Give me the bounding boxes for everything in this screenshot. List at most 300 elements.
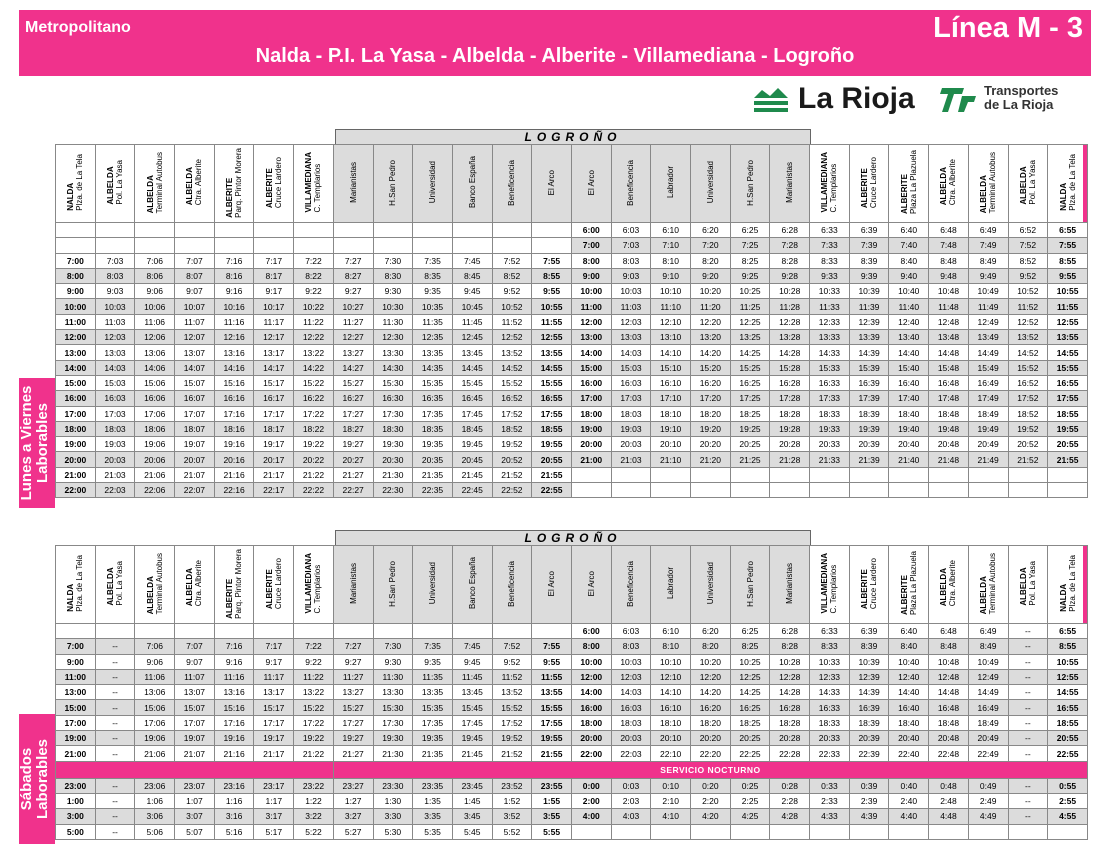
time-cell [333,238,373,253]
stop-header [413,145,453,223]
time-cell: -- [95,778,135,793]
time-cell: 18:10 [651,406,691,421]
time-cell: 0:33 [810,778,850,793]
stop-sub: Marianistas [785,563,795,604]
stop-name: ALBERITE [899,575,909,616]
time-cell [95,223,135,238]
stop-name: NALDA [1058,182,1068,211]
time-cell: 7:55 [532,253,572,268]
stop-header [849,546,889,624]
time-cell: 9:00 [56,654,96,669]
stop-label [304,553,322,613]
stop-label [860,157,878,208]
time-cell: -- [1008,715,1048,730]
time-cell: 12:49 [968,669,1008,684]
time-cell: 19:55 [1048,421,1088,436]
time-cell: 9:55 [1048,268,1088,283]
stop-header [651,145,691,223]
time-cell: 21:55 [532,746,572,761]
time-cell: 16:17 [254,391,294,406]
time-cell: 17:06 [135,715,175,730]
time-cell: 20:52 [1008,437,1048,452]
time-cell: 2:40 [889,793,929,808]
time-cell: 20:35 [413,452,453,467]
time-cell [849,824,889,839]
time-cell [1008,824,1048,839]
time-cell: 17:22 [294,406,334,421]
time-cell: 18:33 [810,406,850,421]
time-cell: 19:33 [810,421,850,436]
time-cell: 14:49 [968,685,1008,700]
time-cell: 8:03 [611,253,651,268]
time-cell: 8:03 [95,268,135,283]
time-cell: 12:17 [254,330,294,345]
time-cell: 7:48 [929,238,969,253]
stop-header [929,546,969,624]
time-cell: 20:40 [889,731,929,746]
stop-label [304,152,322,212]
time-cell: 13:49 [968,330,1008,345]
time-cell: 7:00 [56,253,96,268]
stop-header [413,546,453,624]
time-cell: 10:33 [810,654,850,669]
time-cell: 17:28 [770,391,810,406]
time-cell: 17:30 [373,406,413,421]
stop-sub: Pol. La Yasa [115,160,125,205]
time-cell [56,223,96,238]
time-cell: 5:07 [175,824,215,839]
time-cell: 4:39 [849,809,889,824]
time-cell: 10:40 [889,654,929,669]
night-service-spacer [56,761,334,778]
time-cell: 12:22 [294,330,334,345]
time-cell: 15:03 [611,360,651,375]
table-row [56,284,1088,299]
time-cell: 18:20 [691,406,731,421]
stop-label [706,562,715,604]
time-cell [611,467,651,482]
time-cell: 7:27 [333,253,373,268]
table-row [56,639,1088,654]
stop-label [587,571,596,596]
time-cell: 5:52 [492,824,532,839]
time-cell: 16:22 [294,391,334,406]
stop-sub: Parq. Pintor Morera [234,147,244,218]
time-cell: 11:25 [730,299,770,314]
time-cell: 12:16 [214,330,254,345]
time-cell: 14:20 [691,685,731,700]
time-cell [1008,483,1048,498]
time-cell: 10:00 [56,299,96,314]
time-cell: 9:07 [175,284,215,299]
time-cell: 16:52 [1008,375,1048,390]
time-cell: 20:33 [810,437,850,452]
time-cell: 0:20 [691,778,731,793]
stop-name: ALBELDA [145,174,155,214]
time-cell: 13:33 [810,330,850,345]
time-cell: 16:49 [968,700,1008,715]
time-cell: 8:17 [254,268,294,283]
stop-name: NALDA [1058,583,1068,612]
time-cell: 17:52 [1008,391,1048,406]
time-cell: 19:35 [413,437,453,452]
time-cell [294,223,334,238]
time-cell: 10:25 [730,284,770,299]
time-cell: 11:35 [413,669,453,684]
time-cell [413,624,453,639]
stop-name: ALBELDA [1018,166,1028,205]
time-cell: 15:22 [294,375,334,390]
stop-label [66,555,84,612]
stop-name: NALDA [66,182,76,211]
time-cell: 14:16 [214,360,254,375]
stop-label [626,561,635,607]
time-cell: 12:25 [730,669,770,684]
table-row [56,746,1088,761]
time-cell: 10:00 [571,284,611,299]
stop-label [265,157,283,208]
time-cell: 6:33 [810,624,850,639]
stop-sub: Ctra. Alberite [194,560,204,607]
time-cell: 14:39 [849,685,889,700]
stop-name: ALBERITE [225,578,235,619]
saturday-label: Sábados Laborables [18,738,51,820]
time-cell: 2:25 [730,793,770,808]
time-cell: 15:52 [1008,360,1048,375]
stop-label [225,549,243,619]
time-cell [56,624,96,639]
table-row [56,360,1088,375]
time-cell: 11:40 [889,299,929,314]
time-cell: 22:55 [1048,746,1088,761]
time-cell: 17:03 [95,406,135,421]
time-cell: 10:03 [611,284,651,299]
stop-sub: Universidad [428,161,438,204]
time-cell [929,483,969,498]
time-cell: 18:00 [571,406,611,421]
time-cell: 17:55 [532,406,572,421]
stop-header [56,546,96,624]
time-cell: 21:03 [611,452,651,467]
time-cell [571,483,611,498]
time-cell: 6:25 [730,624,770,639]
time-cell: 3:22 [294,809,334,824]
time-cell: 8:52 [492,268,532,283]
stop-label [547,170,556,195]
time-cell: 9:22 [294,654,334,669]
time-cell [1008,467,1048,482]
time-cell: -- [1008,639,1048,654]
time-cell: 11:22 [294,669,334,684]
stop-header [968,145,1008,223]
time-cell: 18:45 [452,421,492,436]
time-cell: 10:55 [532,299,572,314]
time-cell: 4:55 [1048,809,1088,824]
time-cell [254,223,294,238]
time-cell: 5:00 [56,824,96,839]
time-cell: 12:00 [56,330,96,345]
time-cell: 19:35 [413,731,453,746]
logrono-label: LOGROÑO [335,129,811,144]
time-cell: 5:45 [452,824,492,839]
time-cell: 19:07 [175,731,215,746]
time-cell: 14:52 [1008,345,1048,360]
time-cell [968,824,1008,839]
stop-name: VILLAMEDIANA [304,152,314,213]
table-row [56,654,1088,669]
time-cell: 13:03 [95,345,135,360]
time-cell: 21:00 [571,452,611,467]
time-cell: 13:28 [770,330,810,345]
time-cell: 21:28 [770,452,810,467]
time-cell: 15:49 [968,360,1008,375]
time-cell: 12:55 [532,330,572,345]
transportes-emblem-icon [940,82,978,114]
stop-sub: Beneficencia [507,159,517,206]
time-cell: 15:55 [1048,360,1088,375]
time-cell: 8:33 [810,639,850,654]
stop-sub: Terminal Autobus [988,552,998,615]
time-cell: 9:55 [532,654,572,669]
time-cell: 10:39 [849,284,889,299]
time-cell: 22:16 [214,483,254,498]
weekday-label: Lunes a Viernes Laborables [18,385,51,501]
stop-header [373,546,413,624]
time-cell: 8:39 [849,253,889,268]
stop-label [939,159,957,205]
night-service-row [56,761,1088,778]
stop-header [691,145,731,223]
time-cell: 3:16 [214,809,254,824]
time-cell: 17:16 [214,406,254,421]
time-cell: 13:52 [1008,330,1048,345]
time-cell: 17:55 [1048,391,1088,406]
time-cell: 22:45 [452,483,492,498]
stop-sub: H.San Pedro [388,159,398,206]
stop-name: ALBELDA [185,568,195,607]
time-cell: 23:27 [333,778,373,793]
time-cell: -- [1008,669,1048,684]
stop-header [294,145,334,223]
stop-header [810,145,850,223]
stop-sub: Labrador [666,567,676,600]
stop-header [651,546,691,624]
time-cell: 16:48 [929,700,969,715]
time-cell: 14:03 [611,345,651,360]
time-cell: -- [1008,793,1048,808]
time-cell: 13:17 [254,345,294,360]
time-cell: 9:07 [175,654,215,669]
time-cell: 13:07 [175,345,215,360]
time-cell: 13:22 [294,345,334,360]
time-cell: 10:52 [1008,284,1048,299]
time-cell: 2:48 [929,793,969,808]
time-cell: 10:28 [770,654,810,669]
time-cell: 10:30 [373,299,413,314]
time-cell: 6:49 [968,624,1008,639]
time-cell: 12:30 [373,330,413,345]
time-cell: 17:07 [175,406,215,421]
time-cell: 22:28 [770,746,810,761]
time-cell: 9:00 [56,284,96,299]
time-cell: 11:27 [333,314,373,329]
time-cell: 12:39 [849,314,889,329]
time-cell: 19:27 [333,731,373,746]
time-cell: 21:07 [175,467,215,482]
stop-name: ALBELDA [939,568,949,607]
time-cell: 20:20 [691,731,731,746]
stop-label [349,162,358,203]
time-cell [810,824,850,839]
time-cell: 18:20 [691,715,731,730]
time-cell: 20:45 [452,452,492,467]
table-row [56,715,1088,730]
stop-sub: H.San Pedro [745,560,755,607]
time-cell: 10:00 [571,654,611,669]
time-cell: 1:27 [333,793,373,808]
time-cell: 0:55 [1048,778,1088,793]
time-cell: 13:35 [413,685,453,700]
table-row [56,375,1088,390]
time-cell: 15:16 [214,375,254,390]
time-cell: 12:52 [1008,314,1048,329]
time-cell: 9:45 [452,654,492,669]
time-cell: 8:49 [968,639,1008,654]
time-cell: 6:28 [770,223,810,238]
time-cell: 13:00 [56,345,96,360]
time-cell: 6:10 [651,624,691,639]
time-cell: 8:33 [810,253,850,268]
time-cell: 10:10 [651,654,691,669]
time-cell: 10:27 [333,299,373,314]
time-cell: 11:45 [452,314,492,329]
stop-label [820,152,838,212]
stop-label [746,160,755,206]
table-row [56,700,1088,715]
stop-label [626,160,635,206]
time-cell: 13:07 [175,685,215,700]
time-cell: 23:55 [532,778,572,793]
time-cell: 7:27 [333,639,373,654]
time-cell: 13:10 [651,330,691,345]
stop-name: NALDA [66,583,76,612]
time-cell: 13:00 [571,330,611,345]
time-cell [889,824,929,839]
time-cell: -- [1008,685,1048,700]
stop-label [349,563,358,604]
time-cell: 22:48 [929,746,969,761]
time-cell: 13:17 [254,685,294,700]
time-cell: 7:52 [492,639,532,654]
stop-sub: El Arco [586,169,596,196]
time-cell: 15:17 [254,700,294,715]
time-cell: 9:17 [254,284,294,299]
table-row [56,238,1088,253]
time-cell: 0:49 [968,778,1008,793]
time-cell [968,467,1008,482]
time-cell: 13:40 [889,330,929,345]
time-cell: 9:45 [452,284,492,299]
time-cell: 13:27 [333,685,373,700]
time-cell: 23:07 [175,778,215,793]
time-cell: 14:00 [571,345,611,360]
time-cell: 15:35 [413,700,453,715]
time-cell: 17:52 [492,715,532,730]
time-cell: 6:33 [810,223,850,238]
time-cell: 23:16 [214,778,254,793]
time-cell: 0:25 [730,778,770,793]
time-cell: 6:00 [571,223,611,238]
time-cell [254,238,294,253]
time-cell: 14:28 [770,345,810,360]
time-cell: 9:16 [214,654,254,669]
time-cell: 17:27 [333,715,373,730]
time-cell: 11:28 [770,299,810,314]
time-cell: 12:40 [889,669,929,684]
stop-name: ALBERITE [264,168,274,209]
stop-name: ALBERITE [860,569,870,610]
time-cell: 8:55 [1048,639,1088,654]
stop-sub: Parq. Pintor Morera [234,548,244,619]
time-cell: 18:40 [889,406,929,421]
time-cell: -- [1008,746,1048,761]
time-cell: 12:55 [1048,314,1088,329]
table-row [56,345,1088,360]
time-cell: -- [1008,624,1048,639]
time-cell: 21:55 [532,467,572,482]
time-cell: 19:55 [532,437,572,452]
la-rioja-emblem-icon [750,84,792,114]
time-cell: 18:48 [929,715,969,730]
stop-header [135,145,175,223]
time-cell: 20:40 [889,437,929,452]
time-cell [849,483,889,498]
time-cell [571,824,611,839]
time-cell: 1:35 [413,793,453,808]
time-cell: 8:22 [294,268,334,283]
time-cell: 13:22 [294,685,334,700]
time-cell [889,483,929,498]
time-cell: 15:45 [452,375,492,390]
time-cell: 22:49 [968,746,1008,761]
time-cell: 21:10 [651,452,691,467]
time-cell: 18:39 [849,715,889,730]
stop-header [95,145,135,223]
time-cell: 18:48 [929,406,969,421]
stop-label [746,561,755,607]
time-cell: 15:40 [889,360,929,375]
time-cell: 4:20 [691,809,731,824]
time-cell: 14:55 [532,360,572,375]
stop-label [388,160,397,206]
table-row [56,809,1088,824]
stop-header [214,546,254,624]
time-cell: 16:25 [730,700,770,715]
time-cell: 15:28 [770,360,810,375]
time-cell: 7:45 [452,639,492,654]
time-cell: 11:06 [135,669,175,684]
time-cell: 18:55 [1048,406,1088,421]
table-row [56,824,1088,839]
time-cell: 19:49 [968,421,1008,436]
time-cell: 21:35 [413,746,453,761]
time-cell: 18:03 [611,406,651,421]
time-cell: 15:27 [333,700,373,715]
time-cell: 20:48 [929,437,969,452]
time-cell: 3:45 [452,809,492,824]
time-cell: 20:39 [849,731,889,746]
time-cell [95,238,135,253]
